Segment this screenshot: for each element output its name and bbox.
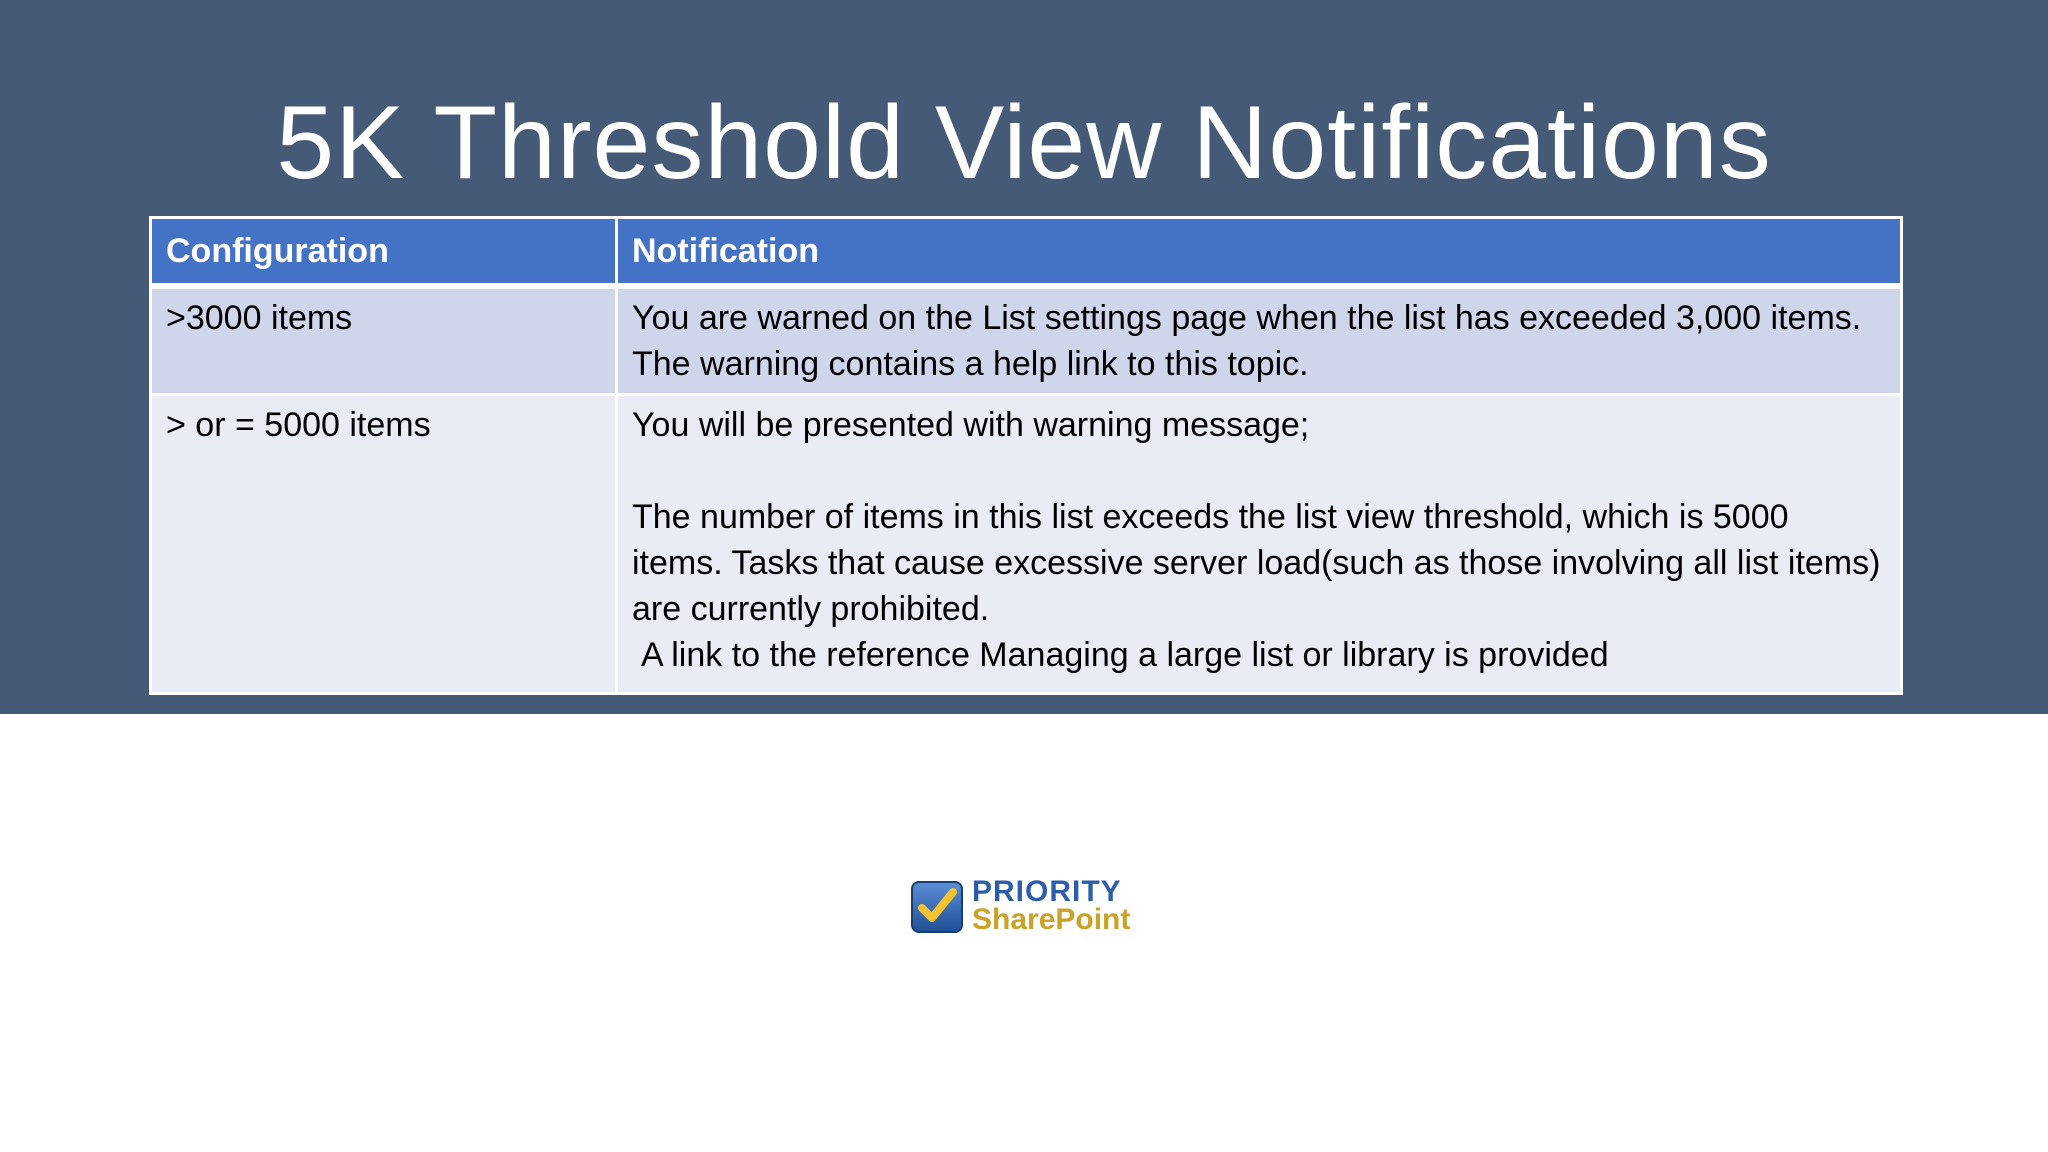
configuration-cell: >3000 items (151, 286, 617, 395)
notification-cell (617, 395, 1902, 694)
priority-sharepoint-logo (908, 876, 1138, 936)
notification-text: You will be presented with warning message; (632, 406, 1310, 444)
checkmark-icon (910, 880, 964, 934)
logo-text-priority: PRIORITY (972, 875, 1122, 908)
header-configuration: Configuration (151, 218, 617, 287)
notification-text: The number of items in this list exceeds the list view threshold, which is 5000 items. Tasks that cause excessive server load(such as those involving all list items) are currently prohibited. (632, 498, 1881, 628)
slide-title: 5K Threshold View Notifications (276, 85, 1772, 201)
notification-table (149, 216, 1903, 695)
notification-text: You are warned on the List settings page when the list has exceeded 3,000 items. The warning contains a help link to this topic. (632, 299, 1862, 383)
header-notification: Notification (617, 218, 1902, 287)
table-row (151, 286, 1902, 395)
configuration-cell: > or = 5000 items (151, 395, 617, 694)
logo-text-sharepoint: SharePoint (972, 903, 1131, 936)
table-header-row (151, 218, 1902, 287)
notification-cell (617, 286, 1902, 395)
paragraph-gap (632, 448, 1886, 494)
table-row (151, 395, 1902, 694)
notification-text: A link to the reference Managing a large list or library is provided (641, 636, 1609, 674)
